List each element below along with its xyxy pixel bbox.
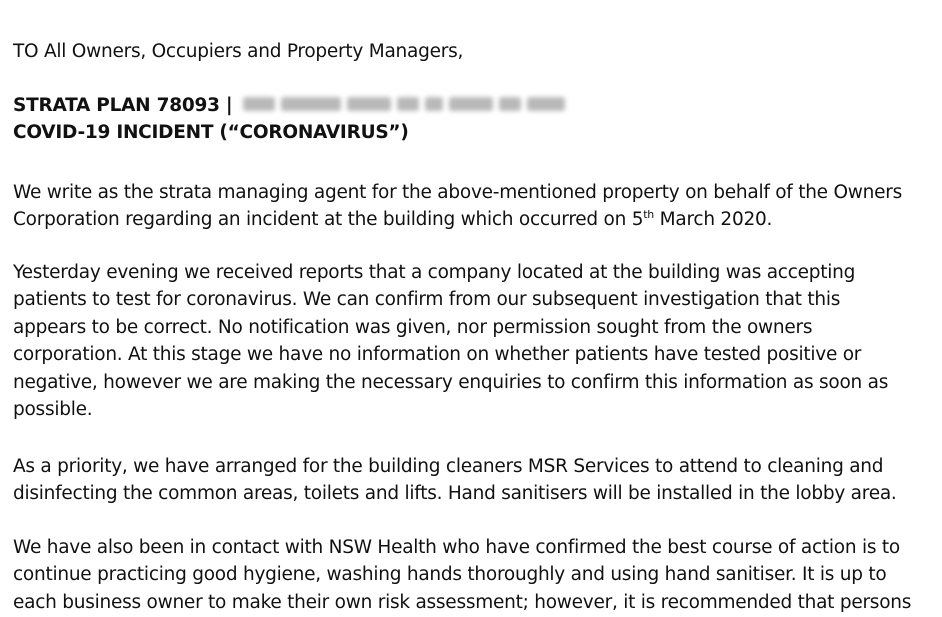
strata-plan-label: STRATA PLAN 78093 | [13, 95, 233, 116]
redacted-address [241, 95, 567, 113]
salutation: TO All Owners, Occupiers and Property Managers, [13, 41, 464, 62]
paragraph-cleaning [13, 453, 897, 508]
text-line: As a priority, we have arranged for the building cleaners MSR Services to attend to cleaning and [13, 456, 884, 477]
text-line: Yesterday evening we received reports that a company located at the building was accepting [13, 262, 856, 283]
text-line [13, 206, 902, 233]
text-line: continue practicing good hygiene, washing hands thoroughly and using hand sanitiser. It is up to [13, 564, 887, 586]
text-line: each business owner to make their own risk assessment; however, it is recommended that persons [13, 591, 912, 613]
text-line: disinfecting the common areas, toilets and lifts. Hand sanitisers will be installed in the lobby area. [13, 483, 897, 505]
incident-heading: COVID-19 INCIDENT (“CORONAVIRUS”) [13, 122, 409, 143]
text-line: possible. [13, 398, 93, 420]
text-segment: March 2020. [654, 209, 773, 231]
paragraph-intro [13, 179, 902, 234]
ordinal-suffix: th [643, 208, 655, 222]
paragraph-nsw-health [13, 534, 911, 616]
strata-plan-heading [13, 92, 567, 119]
text-line: We write as the strata managing agent for the above-mentioned property on behalf of the Owners [13, 182, 902, 203]
text-line: negative, however we are making the necessary enquiries to confirm this information as soon as [13, 371, 889, 393]
text-line: We have also been in contact with NSW Health who have confirmed the best course of action is to [13, 537, 900, 558]
text-segment: Corporation regarding an incident at the building which occurred on 5 [13, 209, 644, 231]
text-line: appears to be correct. No notification was given, nor permission sought from the owners [13, 316, 813, 338]
text-line: corporation. At this stage we have no information on whether patients have tested positive or [13, 344, 862, 366]
text-line: patients to test for coronavirus. We can confirm from our subsequent investigation that this [13, 289, 841, 311]
paragraph-reports [13, 259, 888, 423]
